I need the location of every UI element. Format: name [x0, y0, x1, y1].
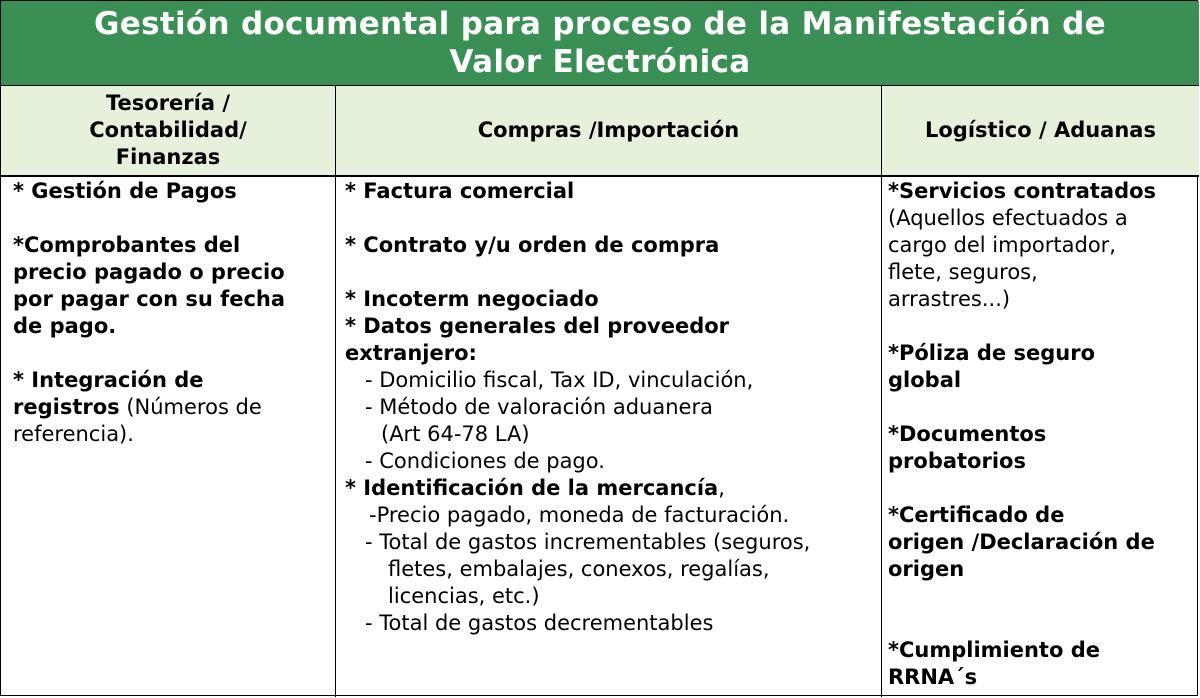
header-logistico [882, 86, 1199, 175]
document-title [1, 1, 1199, 86]
item-datos-proveedor: extranjero: [345, 341, 477, 365]
item-servicios: *Servicios contratados [888, 179, 1157, 203]
subitem-condiciones: - Condiciones de pago. [365, 449, 605, 473]
column-header-row [1, 86, 1199, 177]
item-gestion-pagos: * Gestión de Pagos [13, 179, 237, 203]
subitem-precio: -Precio pagado, moneda de facturación. [369, 503, 790, 527]
subitem-metodo-art: (Art 64-78 LA) [381, 422, 530, 446]
title-line-2: Valor Electrónica [449, 44, 751, 80]
header-tesoreria-line: Contabilidad/ [89, 118, 247, 142]
item-documentos: probatorios [888, 449, 1026, 473]
item-poliza: *Póliza de seguro [888, 341, 1095, 365]
identificacion-comma: , [718, 476, 725, 500]
header-compras [336, 86, 881, 175]
column-divider [335, 86, 336, 697]
integracion-bold: registros [13, 395, 120, 419]
item-integracion [13, 394, 331, 421]
item-certificado: *Certificado de [888, 503, 1065, 527]
header-tesoreria-line: Finanzas [115, 145, 221, 169]
item-cumplimiento: *Cumplimiento de [888, 638, 1100, 662]
subitem-metodo: - Método de valoración aduanera [365, 395, 713, 419]
item-servicios-desc: flete, seguros, [888, 260, 1038, 284]
column-tesoreria [13, 178, 331, 448]
item-contrato: * Contrato y/u orden de compra [345, 233, 720, 257]
item-documentos: *Documentos [888, 422, 1047, 446]
item-incoterm: * Incoterm negociado [345, 287, 599, 311]
item-servicios-desc: arrastres...) [888, 287, 1011, 311]
item-integracion: referencia). [13, 422, 134, 446]
item-datos-proveedor: * Datos generales del proveedor [345, 314, 730, 338]
item-cumplimiento: RRNA´s [888, 665, 978, 689]
column-compras [345, 178, 879, 637]
integracion-note: (Números de [119, 395, 262, 419]
header-compras-label: Compras /Importación [477, 118, 740, 142]
item-factura: * Factura comercial [345, 179, 575, 203]
item-certificado: origen [888, 557, 965, 581]
subitem-incrementables: licencias, etc.) [388, 584, 540, 608]
item-poliza: global [888, 368, 962, 392]
column-logistico [888, 178, 1198, 691]
header-tesoreria-line: Tesorería / [105, 91, 230, 115]
header-logistico-label: Logístico / Aduanas [925, 118, 1156, 142]
item-servicios-desc: cargo del importador, [888, 233, 1116, 257]
subitem-decrementables: - Total de gastos decrementables [365, 611, 714, 635]
identificacion-bold: * Identificación de la mercancía [345, 476, 719, 500]
subitem-domicilio: - Domicilio fiscal, Tax ID, vinculación, [365, 368, 754, 392]
title-line-1: Gestión documental para proceso de la Manifestación de [94, 6, 1106, 42]
item-identificacion [345, 475, 879, 502]
subitem-incrementables: fletes, embalajes, conexos, regalías, [388, 557, 770, 581]
item-integracion: * Integración de [13, 368, 204, 392]
item-comprobantes: precio pagado o precio [13, 260, 285, 284]
header-tesoreria [1, 86, 335, 175]
item-certificado: origen /Declaración de [888, 530, 1155, 554]
column-divider [881, 86, 882, 697]
item-comprobantes: por pagar con su fecha [13, 287, 286, 311]
item-comprobantes: *Comprobantes del [13, 233, 241, 257]
item-servicios-desc: (Aquellos efectuados a [888, 206, 1128, 230]
item-comprobantes: de pago. [13, 314, 117, 338]
subitem-incrementables: - Total de gastos incrementables (seguros, [365, 530, 811, 554]
